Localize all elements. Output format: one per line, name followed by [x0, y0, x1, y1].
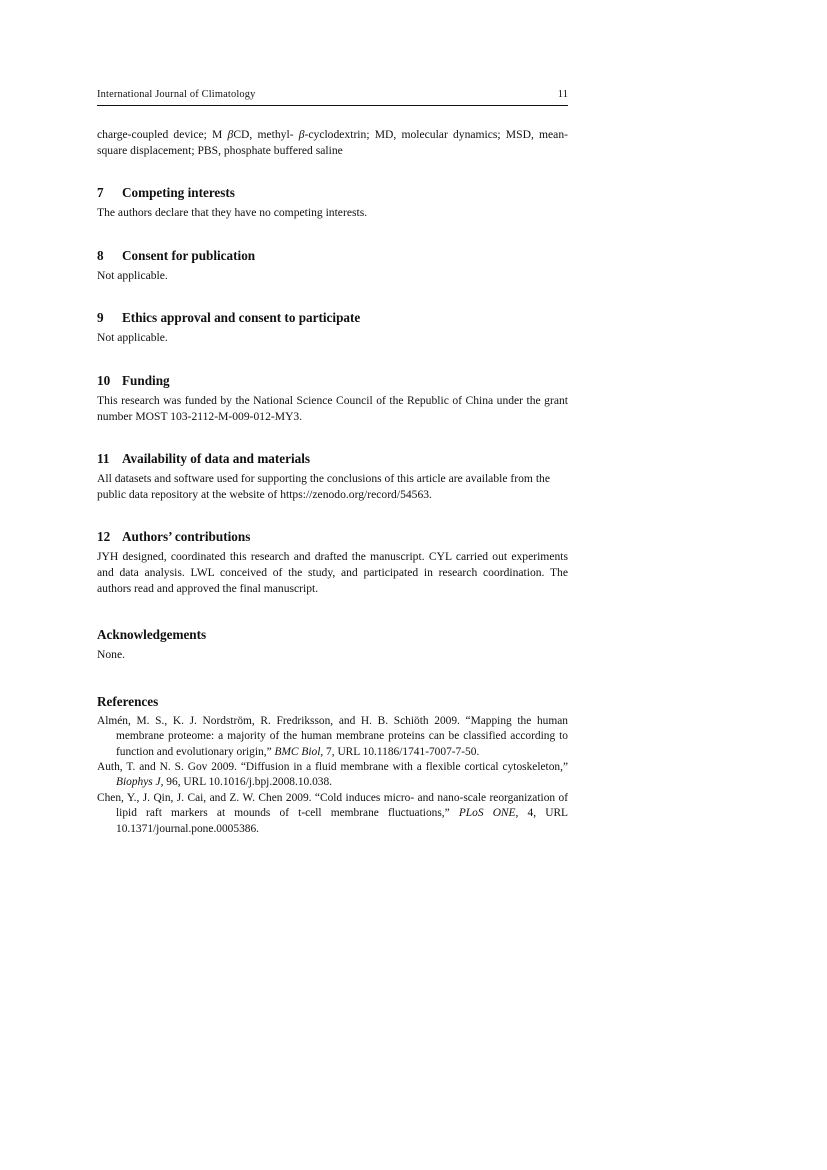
section-heading: [97, 184, 568, 201]
section-title: Availability of data and materials: [122, 451, 311, 467]
section-title: Ethics approval and consent to participate: [122, 310, 361, 326]
section-number: 7: [97, 185, 104, 201]
section-body: The authors declare that they have no competing interests.: [97, 206, 368, 220]
reference-volume-url: , 96, URL 10.1016/j.bpj.2008.10.038.: [160, 776, 332, 789]
references-heading: References: [97, 693, 159, 709]
reference-journal: Biophys J: [116, 776, 161, 789]
section-heading: [97, 372, 568, 389]
section-number: 12: [97, 529, 111, 545]
reference-authors-year: Chen, Y., J. Qin, J. Cai, and Z. W. Chen 2009.: [97, 791, 315, 804]
section-body: This research was funded by the National Science Council of the Republic of China under the grant number MOST 103-2112-M-009-012-MY3.: [97, 393, 568, 423]
abbreviations-paragraph: [97, 127, 568, 158]
reference-item: [97, 760, 568, 791]
running-head-rule: [97, 105, 568, 106]
section-number: 11: [97, 451, 110, 467]
section-number: 9: [97, 310, 104, 326]
section-body: JYH designed, coordinated this research and drafted the manuscript. CYL carried out experiments and data analysis. LWL conceived of the study, and participated in research coordination. The authors read and approved the final manuscript.: [97, 550, 568, 595]
section-title: Funding: [122, 372, 170, 388]
references-list: [97, 714, 568, 837]
section-number: 8: [97, 247, 104, 263]
reference-journal: BMC Biol: [274, 745, 321, 758]
reference-volume-url: , 7, URL 10.1186/1741-7007-7-50.: [320, 745, 480, 758]
section-heading: [97, 450, 568, 467]
running-head-journal-title: International Journal of Climatology: [97, 89, 256, 100]
reference-article-title: “Mapping the human membrane proteome: a majority of the human membrane proteins can be classified according to function and evolutionary origin,”: [116, 714, 568, 758]
reference-volume-url: , 4, URL 10.1371/journal.pone.0005386.: [116, 807, 568, 835]
section-body: All datasets and software used for supporting the conclusions of this article are available from the public data repository at the website of https://zenodo.org/record/54563.: [97, 472, 550, 501]
section-heading: [97, 528, 568, 545]
running-head: [97, 88, 568, 110]
section-title: Consent for publication: [122, 247, 256, 263]
section-consent-for-publication: [97, 247, 568, 284]
section-acknowledgements: [97, 626, 568, 663]
section-heading: [97, 309, 568, 326]
reference-item: [97, 714, 568, 760]
reference-article-title: “Diffusion in a fluid membrane with a flexible cortical cytoskeleton,”: [240, 760, 569, 773]
section-ethics-approval: [97, 309, 568, 346]
page-number: 11: [557, 89, 568, 100]
reference-journal: PLoS ONE: [458, 807, 516, 820]
section-competing-interests: [97, 184, 568, 221]
reference-article-title: “Cold induces micro- and nano-scale reorganization of lipid raft markers at mounds of t-cell membrane fluctuations,”: [116, 791, 568, 820]
section-authors-contributions: [97, 528, 568, 596]
section-funding: [97, 372, 568, 424]
section-title: Authors’ contributions: [122, 529, 251, 545]
acknowledgements-body: None.: [97, 648, 126, 662]
section-number: 10: [97, 372, 111, 388]
section-body: Not applicable.: [97, 331, 168, 345]
document-page: [97, 0, 568, 837]
section-body: Not applicable.: [97, 268, 168, 282]
section-heading: [97, 247, 568, 264]
reference-authors-year: Almén, M. S., K. J. Nordström, R. Fredriksson, and H. B. Schiöth 2009.: [97, 714, 466, 727]
abbreviations-text: charge-coupled device; M βCD, methyl- β-cyclodextrin; MD, molecular dynamics; MSD, mean-square displacement; PBS, phosphate buffered saline: [97, 128, 568, 157]
reference-item: [97, 791, 568, 837]
section-title: Competing interests: [122, 185, 235, 201]
section-availability-of-data: [97, 450, 568, 502]
reference-authors-year: Auth, T. and N. S. Gov 2009.: [97, 760, 241, 773]
section-references: [97, 693, 568, 837]
acknowledgements-heading: Acknowledgements: [97, 627, 207, 643]
